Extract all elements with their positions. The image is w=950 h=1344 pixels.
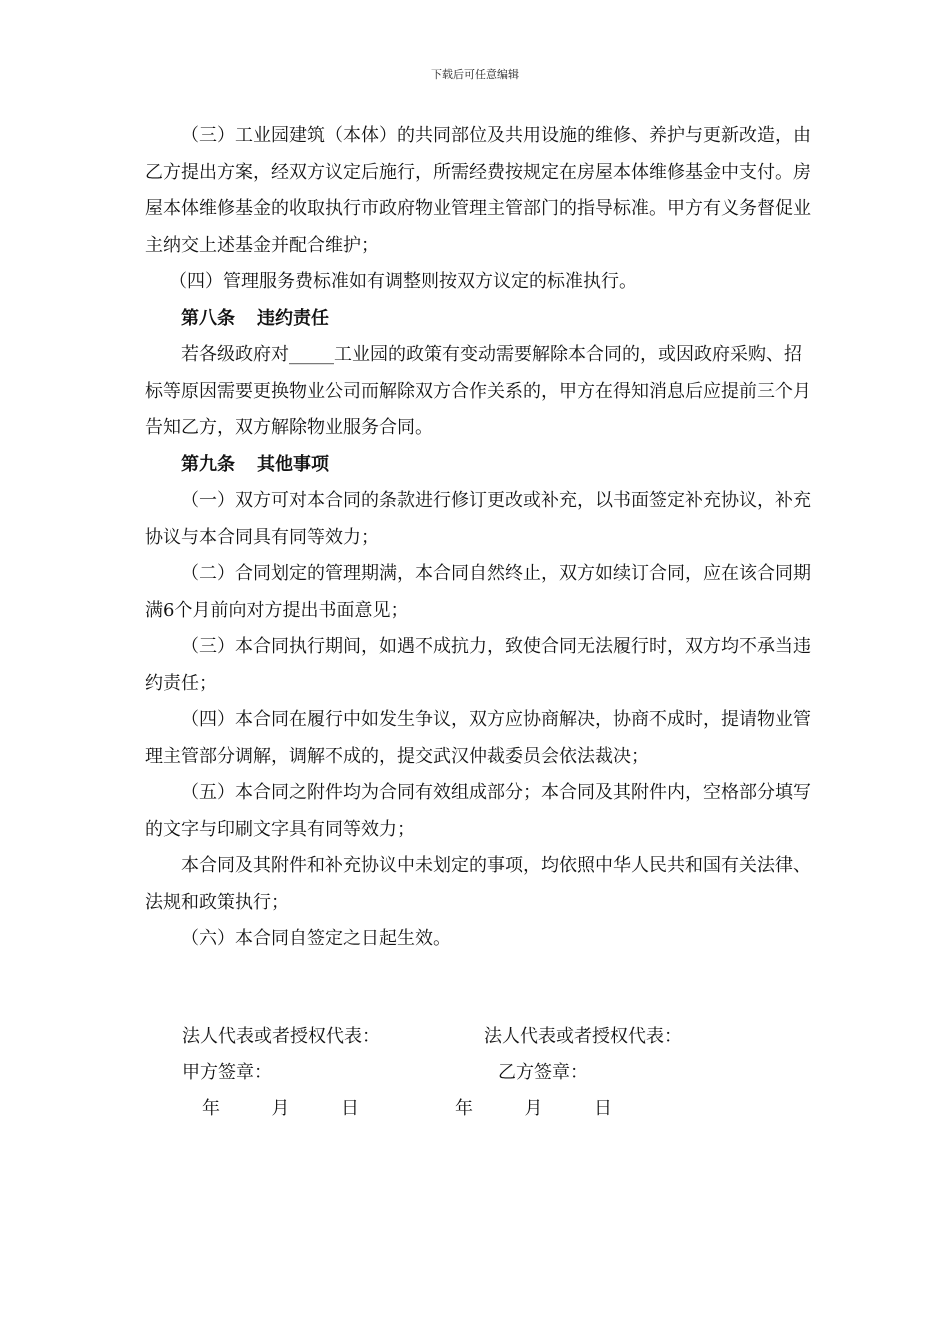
left-date-day: 日 bbox=[340, 1098, 359, 1119]
article-8-text-post: 工业园的政策有变动需要解除本合同的，或因政府采购、招标等原因需要更换物业公司而解除双方合作关系的，甲方在得知消息后应提前三个月告知乙方，双方解除物业服务合同。 bbox=[145, 344, 811, 438]
article-8-number: 第八条 bbox=[181, 307, 235, 329]
left-seal-label: 甲方签章： bbox=[182, 1062, 272, 1083]
right-seal-label: 乙方签章： bbox=[498, 1062, 588, 1083]
article-8-title: 违约责任 bbox=[257, 307, 329, 329]
left-date-year: 年 bbox=[202, 1098, 220, 1119]
left-date-line bbox=[202, 1094, 359, 1120]
article-9-heading bbox=[145, 447, 815, 484]
right-date-line bbox=[455, 1094, 612, 1120]
page-header: 下载后可任意编辑 bbox=[431, 68, 519, 81]
clause-3-paragraph: （三）工业园建筑（本体）的共同部位及共用设施的维修、养护与更新改造，由乙方提出方案，经双方议定后施行，所需经费按规定在房屋本体维修基金中支付。房屋本体维修基金的收取执行市政府物业管理主管部门的指导标准。甲方有义务督促业主纳交上述基金并配合维护； bbox=[145, 125, 811, 256]
article-8-heading bbox=[145, 301, 815, 338]
right-date-year: 年 bbox=[455, 1098, 473, 1119]
article-9-item-6: （六）本合同自签定之日起生效。 bbox=[181, 928, 451, 949]
article-9-item-4: （四）本合同在履行中如发生争议，双方应协商解决，协商不成时，提请物业管理主管部分调解，调解不成的，提交武汉仲裁委员会依法裁决； bbox=[145, 709, 811, 767]
article-9-title: 其他事项 bbox=[257, 453, 329, 475]
article-9-item-1: （一）双方可对本合同的条款进行修订更改或补充，以书面签定补充协议，补充协议与本合同具有同等效力； bbox=[145, 490, 811, 548]
left-date-month: 月 bbox=[271, 1098, 290, 1119]
contract-body bbox=[145, 118, 815, 958]
article-9-item-3: （三）本合同执行期间，如遇不成抗力，致使合同无法履行时，双方均不承当违约责任； bbox=[145, 636, 811, 694]
article-9-item-2: （二）合同划定的管理期满，本合同自然终止，双方如续订合同，应在该合同期满6个月前向对方提出书面意见； bbox=[145, 563, 811, 621]
article-8-text-pre: 若各级政府对 bbox=[181, 344, 289, 365]
right-representative-label: 法人代表或者授权代表： bbox=[484, 1026, 682, 1047]
article-8-blank: _____ bbox=[289, 344, 334, 365]
left-representative-label: 法人代表或者授权代表： bbox=[182, 1026, 380, 1047]
right-date-day: 日 bbox=[593, 1098, 612, 1119]
article-8-paragraph bbox=[145, 337, 815, 447]
clause-4-paragraph: （四）管理服务费标准如有调整则按双方议定的标准执行。 bbox=[169, 271, 637, 292]
article-9-item-5b: 本合同及其附件和补充协议中未划定的事项，均依照中华人民共和国有关法律、法规和政策执行； bbox=[145, 855, 811, 913]
article-9-item-5: （五）本合同之附件均为合同有效组成部分；本合同及其附件内，空格部分填写的文字与印刷文字具有同等效力； bbox=[145, 782, 811, 840]
right-date-month: 月 bbox=[524, 1098, 543, 1119]
article-9-number: 第九条 bbox=[181, 453, 235, 475]
